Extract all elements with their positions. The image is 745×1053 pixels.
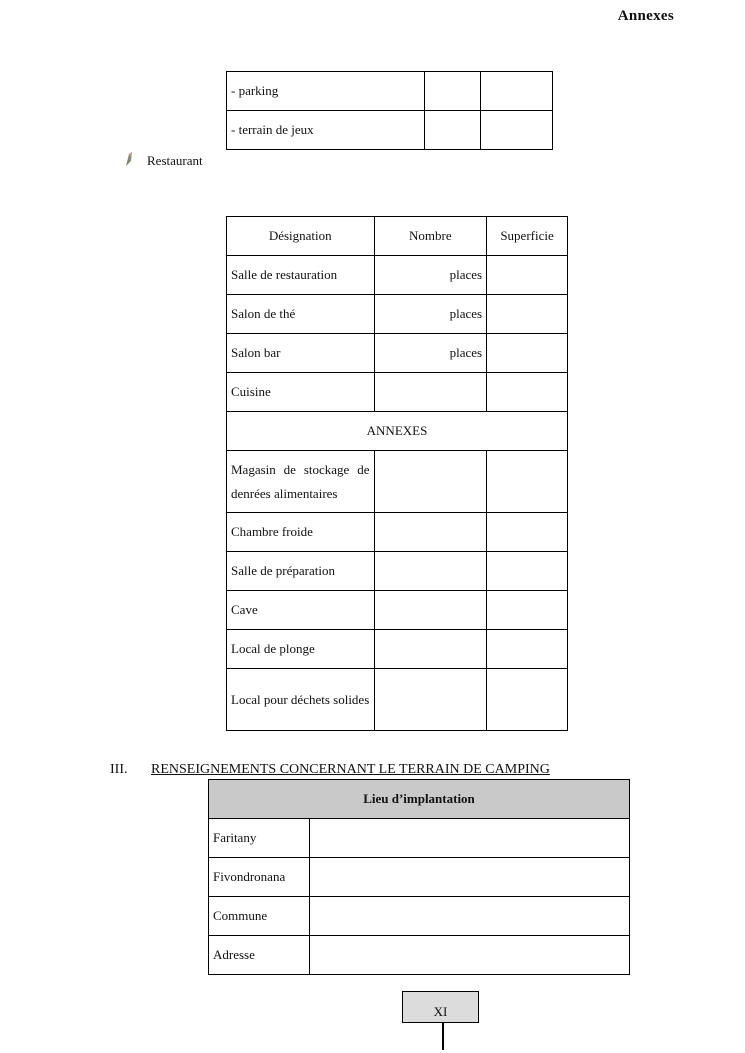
table-row <box>227 513 568 552</box>
location-value <box>309 819 629 858</box>
table-row <box>209 936 630 975</box>
table-row <box>227 334 568 373</box>
nombre-cell <box>374 552 487 591</box>
nombre-cell <box>374 451 487 513</box>
designation-cell: Salle de restauration <box>227 256 375 295</box>
superficie-cell <box>487 552 568 591</box>
table-row <box>227 256 568 295</box>
superficie-cell <box>487 373 568 412</box>
annex-designation-cell: Salle de préparation <box>227 552 375 591</box>
superficie-cell <box>487 451 568 513</box>
location-label: Adresse <box>209 936 310 975</box>
table-row <box>209 819 630 858</box>
superficie-cell <box>487 513 568 552</box>
empty-cell <box>481 72 553 111</box>
table-row <box>227 72 553 111</box>
location-label: Commune <box>209 897 310 936</box>
empty-cell <box>425 72 481 111</box>
section-title: RENSEIGNEMENTS CONCERNANT LE TERRAIN DE CAMPING <box>151 762 550 777</box>
nombre-cell <box>374 373 487 412</box>
bullet-icon <box>124 151 134 167</box>
restaurant-table <box>226 216 568 731</box>
column-header: Nombre <box>374 217 487 256</box>
superficie-cell <box>487 669 568 731</box>
table-row <box>209 897 630 936</box>
table-row <box>227 111 553 150</box>
annexes-row <box>227 412 568 451</box>
facilities-table <box>226 71 553 150</box>
superficie-cell <box>487 334 568 373</box>
facility-label: - parking <box>227 72 425 111</box>
annex-designation-cell: Cave <box>227 591 375 630</box>
location-value <box>309 936 629 975</box>
designation-cell: Salon de thé <box>227 295 375 334</box>
superficie-cell <box>487 591 568 630</box>
nombre-cell: places <box>374 295 487 334</box>
table-row <box>227 451 568 513</box>
table-header-row <box>227 217 568 256</box>
location-value <box>309 897 629 936</box>
page-number: XI <box>402 991 479 1023</box>
table-row <box>227 630 568 669</box>
page-header-title: Annexes <box>617 8 674 24</box>
column-header: Superficie <box>487 217 568 256</box>
empty-cell <box>481 111 553 150</box>
designation-cell: Cuisine <box>227 373 375 412</box>
location-label: Faritany <box>209 819 310 858</box>
page-number-stem <box>442 1022 444 1050</box>
location-value <box>309 858 629 897</box>
superficie-cell <box>487 256 568 295</box>
table-row <box>227 591 568 630</box>
nombre-cell <box>374 513 487 552</box>
superficie-cell <box>487 630 568 669</box>
section-number: III. <box>110 762 128 777</box>
restaurant-label: Restaurant <box>147 153 203 168</box>
annex-designation-cell: Local pour déchets solides <box>227 669 375 731</box>
nombre-cell: places <box>374 334 487 373</box>
nombre-cell: places <box>374 256 487 295</box>
annex-designation-cell: Chambre froide <box>227 513 375 552</box>
table-row <box>227 669 568 731</box>
facility-label: - terrain de jeux <box>227 111 425 150</box>
table-row <box>227 295 568 334</box>
column-header: Désignation <box>227 217 375 256</box>
table-row <box>227 373 568 412</box>
empty-cell <box>425 111 481 150</box>
nombre-cell <box>374 630 487 669</box>
annex-designation-cell: Magasin de stockage de denrées alimentaires <box>227 451 375 513</box>
nombre-cell <box>374 669 487 731</box>
table-row <box>227 552 568 591</box>
table-header-row <box>209 780 630 819</box>
nombre-cell <box>374 591 487 630</box>
location-label: Fivondronana <box>209 858 310 897</box>
designation-cell: Salon bar <box>227 334 375 373</box>
superficie-cell <box>487 295 568 334</box>
location-header: Lieu d’implantation <box>209 780 630 819</box>
annex-designation-cell: Local de plonge <box>227 630 375 669</box>
location-table <box>208 779 630 975</box>
table-row <box>209 858 630 897</box>
annexes-label: ANNEXES <box>227 412 568 451</box>
